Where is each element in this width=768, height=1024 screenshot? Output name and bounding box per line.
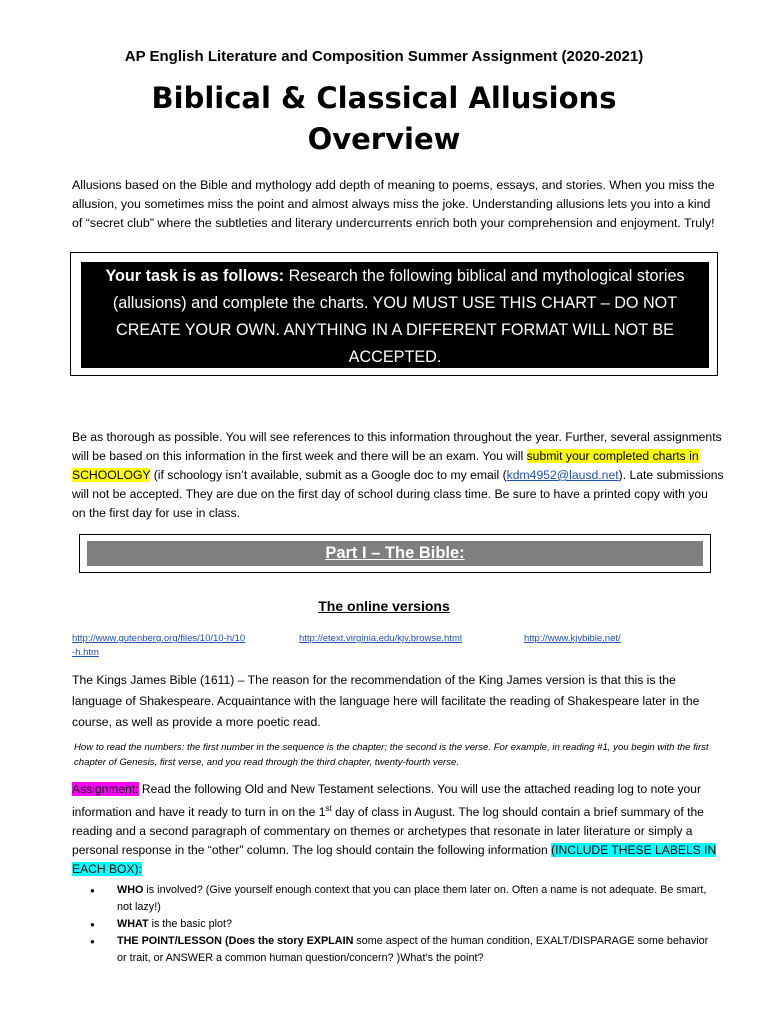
assignment-text-a: Read the following Old and New Testament selections. You will use the attached reading log to note your information and have it ready to turn in on the 1	[72, 782, 702, 820]
email-link[interactable]: kdm4952@lausd.net	[506, 468, 619, 482]
assignment-sup: st	[325, 804, 332, 813]
task-body: Research the following biblical and mythological stories (allusions) and complete the charts. YOU MUST USE THIS CHART – DO NOT CREATE YOUR OWN. ANYTHING IN A DIFFERENT FORMAT WILL NOT BE ACCEPTED.	[112, 267, 685, 366]
assignment-text-b: day of class in August. The log should contain a brief summary of the reading and a second paragraph of commentary on themes or archetypes that resonate in later literature or simply a personal response in the “other” column. The log should contain the following information	[72, 805, 704, 858]
page-title	[0, 78, 768, 160]
virginia-link[interactable]: http://etext.virginia.edu/kjv.browse.html	[299, 633, 462, 644]
labels-highlight: (INCLUDE THESE LABELS IN EACH BOX):	[72, 843, 717, 877]
instructions-paragraph	[72, 428, 724, 523]
instructions-text-b: (if schoology isn’t available, submit as a Google doc to my email (	[150, 468, 507, 482]
bullet-text: some aspect of the human condition, EXALT/DISPARAGE some behavior or trait, or ANSWER a common human question/concern? )What’s the point?	[117, 935, 709, 964]
bullet-bold: WHO	[117, 884, 144, 896]
info-bullet-list	[90, 882, 720, 967]
part-heading-box	[79, 534, 711, 573]
list-item	[90, 916, 720, 933]
kjv-paragraph: The Kings James Bible (1611) – The reason for the recommendation of the King James version is that this is the language of Shakespeare. Acquaintance with the language here will facilitate the reading of Shakespeare later in the course, as well as provide a more poetic read.	[72, 673, 700, 729]
bullet-bold: THE POINT/LESSON (Does the story EXPLAIN	[117, 935, 354, 947]
intro-paragraph: Allusions based on the Bible and mythology add depth of meaning to poems, essays, and stories. When you miss the allusion, you sometimes miss the point and almost always miss the joke. Understanding allusions lets you into a kind of “secret club” where the subtleties and literary undercurrents enrich both your comprehension and enjoyment. Truly!	[72, 178, 715, 230]
part-heading: Part I – The Bible:	[87, 541, 703, 566]
instructions-text-c: ). Late submissions will not be accepted. They are due on the first day of school during class time. Be sure to have a printed copy with you on the first day for use in class.	[72, 468, 724, 520]
task-lead: Your task is as follows:	[105, 267, 285, 285]
gutenberg-link[interactable]: http://www.gutenberg.org/files/10/10-h/10-h.htm	[72, 633, 246, 658]
instructions-text-a: Be as thorough as possible. You will see references to this information throughout the year. Further, several assignments will be based on this information in the first week and there will be an exam. You will	[72, 430, 722, 463]
title-line-1: Biblical & Classical Allusions	[151, 81, 617, 115]
list-item	[90, 882, 720, 916]
submit-highlight: submit your completed charts in SCHOOLOGY	[72, 449, 699, 482]
kjvbible-link[interactable]: http://www.kjvbible.net/	[524, 633, 621, 644]
task-text	[81, 262, 709, 368]
task-box	[70, 252, 718, 376]
how-to-read-note: How to read the numbers: the first number in the sequence is the chapter; the second is the verse. For example, in reading #1, you begin with the first chapter of Genesis, first verse, and you read through the third chapter, twenty-fourth verse.	[74, 742, 709, 768]
assignment-label: Assignment:	[72, 782, 139, 796]
assignment-paragraph	[72, 780, 724, 879]
bullet-text: is the basic plot?	[148, 918, 233, 930]
online-versions-heading: The online versions	[318, 598, 450, 614]
title-line-2: Overview	[307, 122, 461, 156]
course-header: AP English Literature and Composition Summer Assignment (2020-2021)	[124, 48, 644, 65]
bullet-bold: WHAT	[117, 918, 149, 930]
list-item	[90, 933, 720, 967]
bullet-text: is involved? (Give yourself enough context that you can place them later on. Often a name is not adequate. Be smart, not lazy!)	[117, 884, 707, 913]
